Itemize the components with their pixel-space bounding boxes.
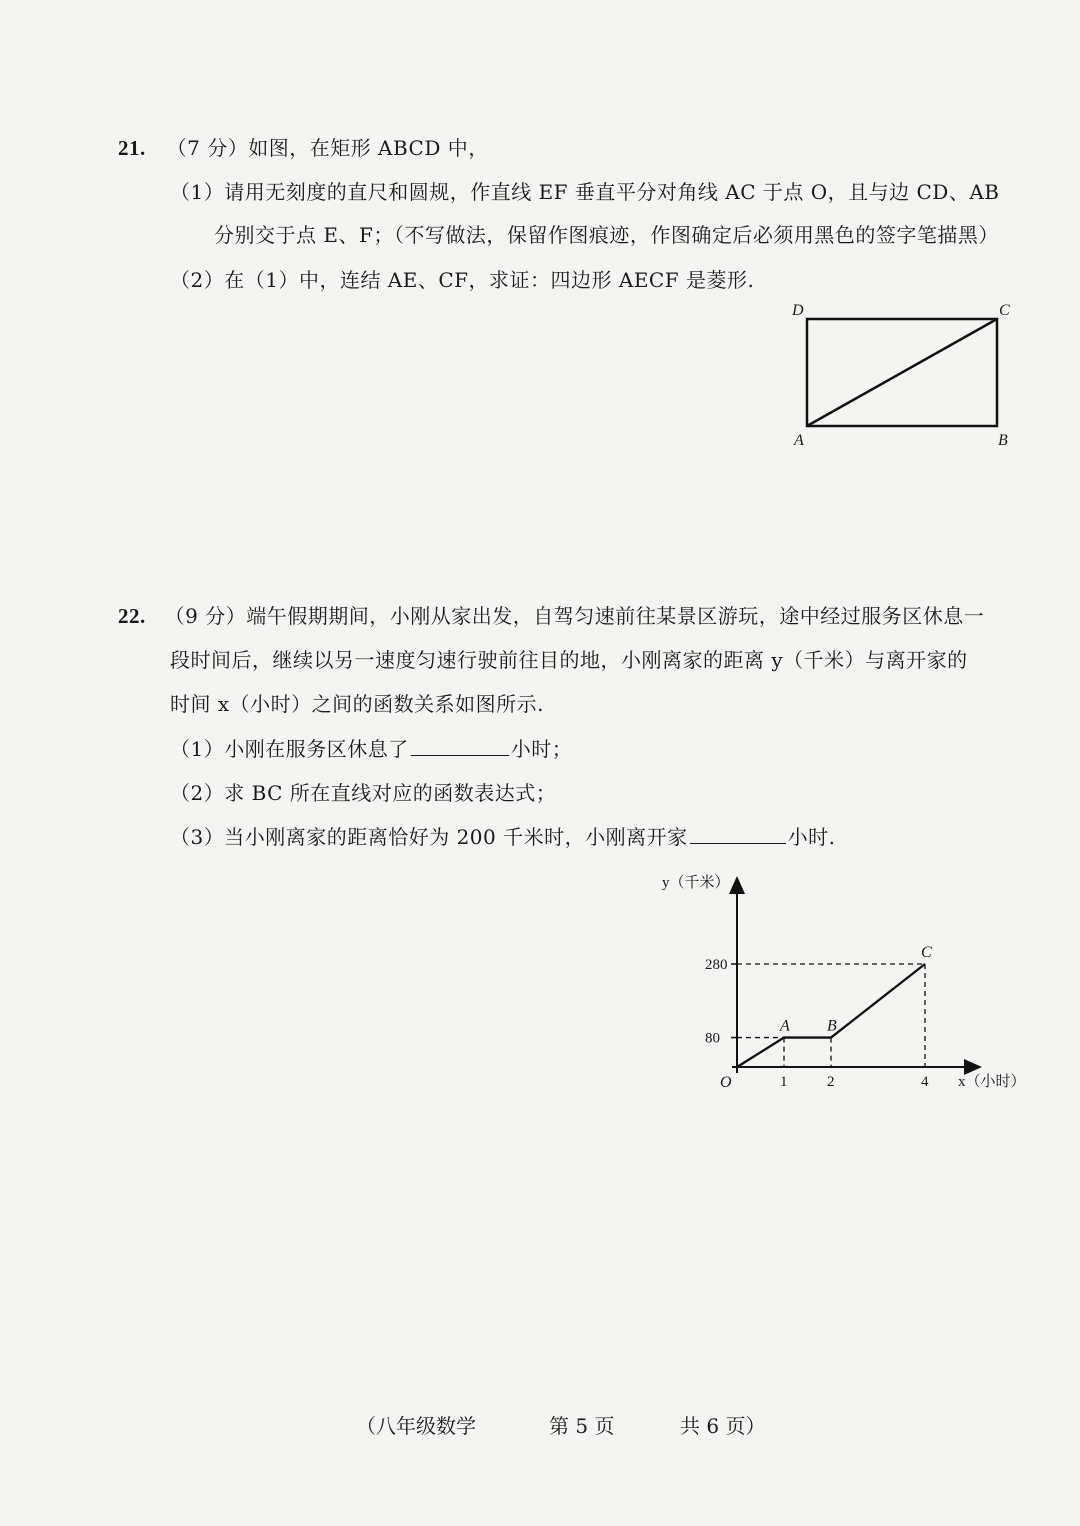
q22-line2: 段时间后，继续以另一速度匀速行驶前往目的地，小刚离家的距离 y（千米）与离开家的 — [170, 648, 968, 672]
q21-number: 21. — [118, 136, 146, 160]
q22-part1-answer-blank[interactable] — [411, 735, 509, 756]
q22-part3 — [170, 821, 835, 850]
q21-part1-line2: 分别交于点 E、F；（不写做法，保留作图痕迹，作图确定后必须用黑色的签字笔描黑） — [214, 223, 999, 247]
y-tick-label-280: 280 — [705, 956, 728, 973]
q21-stem-line — [118, 132, 489, 161]
footer-total-pages: 共 6 页） — [680, 1414, 766, 1438]
q22-line1: （9 分）端午假期期间，小刚从家出发，自驾匀速前往某景区游玩，途中经过服务区休息一 — [164, 604, 985, 628]
q22-part1-text: （1）小刚在服务区休息了 — [170, 737, 409, 761]
origin-label: O — [720, 1074, 732, 1091]
footer-subject: （八年级数学 — [356, 1414, 476, 1438]
footer-page-number: 第 5 页 — [549, 1414, 615, 1438]
q21-part2: （2）在（1）中，连结 AE、CF，求证：四边形 AECF 是菱形. — [170, 268, 755, 292]
label-d: D — [792, 302, 804, 319]
x-tick-label-2: 2 — [827, 1074, 835, 1090]
point-label-c: C — [921, 943, 932, 961]
q21-stem: （7 分）如图，在矩形 ABCD 中， — [166, 136, 489, 160]
q22-distance-time-graph — [640, 860, 1040, 1110]
diagonal-ac — [807, 319, 997, 426]
q22-part1 — [170, 733, 572, 762]
x-axis-label: x（小时） — [958, 1074, 1026, 1090]
q22-line1-wrap — [118, 600, 984, 629]
q22-part1-unit: 小时； — [510, 737, 573, 761]
point-label-a: A — [780, 1017, 790, 1035]
label-b: B — [998, 432, 1008, 449]
q21-rectangle-figure — [780, 295, 1030, 455]
q22-part3-unit: 小时. — [787, 825, 836, 849]
q21-part1-line1: （1）请用无刻度的直尺和圆规，作直线 EF 垂直平分对角线 AC 于点 O，且与边 CD、AB — [170, 180, 1000, 204]
point-label-b: B — [827, 1017, 837, 1035]
q22-part3-text: （3）当小刚离家的距离恰好为 200 千米时，小刚离开家 — [170, 825, 688, 849]
y-axis-label: y（千米） — [662, 875, 730, 891]
q22-part2: （2）求 BC 所在直线对应的函数表达式； — [170, 781, 557, 805]
y-tick-label-80: 80 — [705, 1030, 720, 1047]
label-c: C — [999, 302, 1010, 319]
label-a: A — [794, 432, 804, 449]
q22-line3: 时间 x（小时）之间的函数关系如图所示. — [170, 692, 544, 716]
x-tick-label-1: 1 — [780, 1074, 788, 1090]
q22-part3-answer-blank[interactable] — [690, 823, 786, 844]
x-tick-label-4: 4 — [921, 1074, 929, 1090]
q22-number: 22. — [118, 604, 146, 628]
